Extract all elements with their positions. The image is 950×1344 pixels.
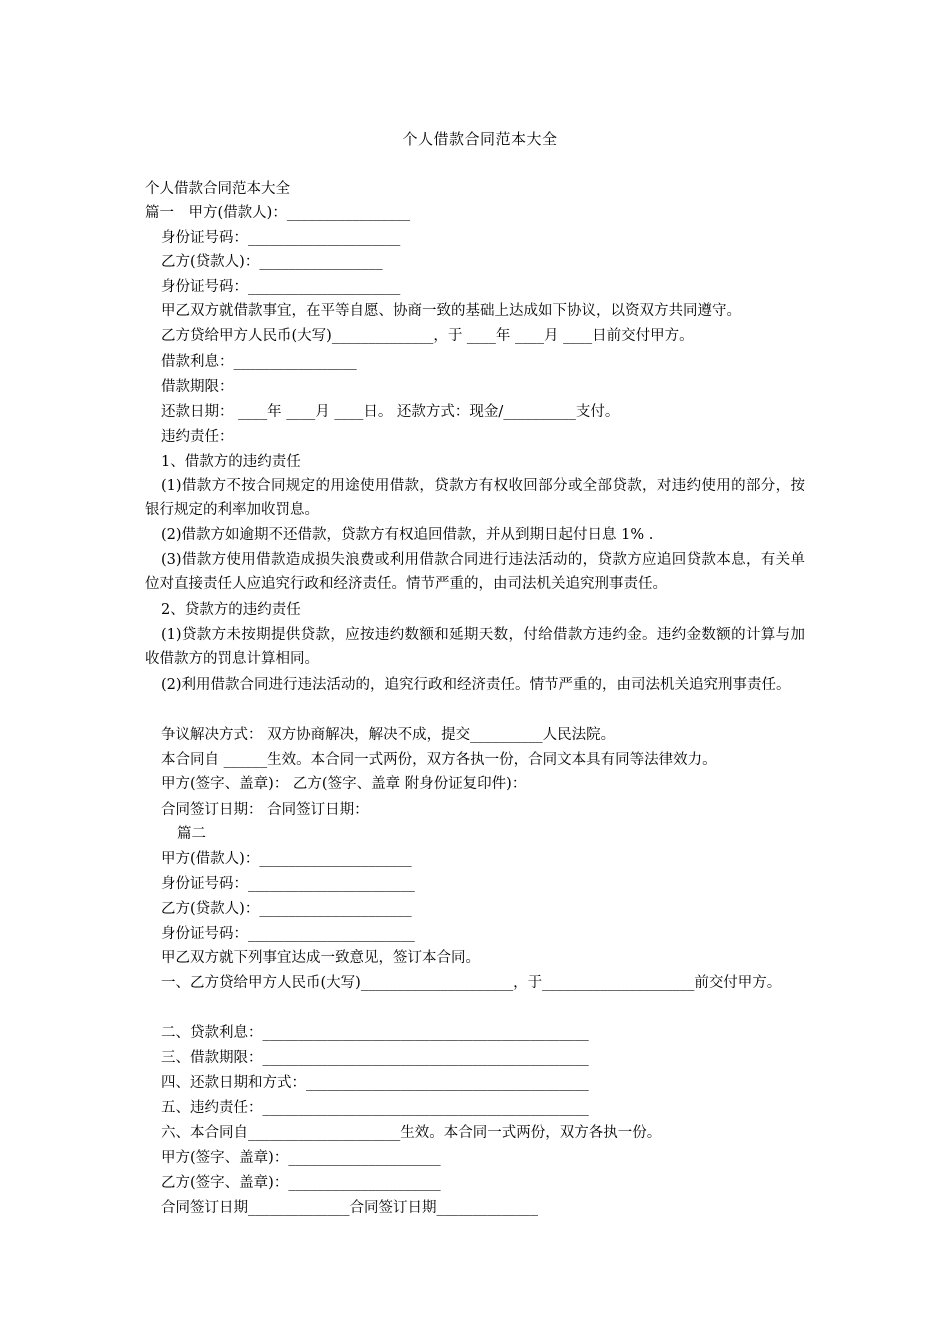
s2-party-a-line: 甲方(借款人)：_____________________ [161, 851, 412, 867]
s2-clause-2: 二、贷款利息：_____________________________________________ [161, 1025, 589, 1041]
s2-clause-1: 一、乙方贷给甲方人民币(大写)_____________________，于_____________________前交付甲方。 [161, 975, 782, 991]
s2-party-a-signature: 甲方(签字、盖章)：_____________________ [161, 1150, 441, 1166]
lender-liability-heading: 2、贷款方的违约责任 [161, 602, 301, 618]
s2-sign-date-line: 合同签订日期______________合同签订日期______________ [161, 1200, 538, 1216]
loan-amount-line: 乙方贷给甲方人民币(大写)______________，于 ____年 ____月 ____日前交付甲方。 [161, 328, 694, 344]
lender-liability-2: (2)利用借款合同进行违法活动的，追究行政和经济责任。情节严重的，由司法机关追究刑事责任。 [161, 677, 791, 693]
s2-party-a-id-line: 身份证号码：_______________________ [161, 876, 415, 892]
dispute-resolution-line: 争议解决方式： 双方协商解决，解决不成，提交__________人民法院。 [161, 727, 616, 743]
borrower-liability-1: (1)借款方不按合同规定的用途使用借款，贷款方有权收回部分或全部贷款，对违约使用的部分，按银行规定的利率加收罚息。 [145, 478, 805, 518]
repayment-line: 还款日期： ____年 ____月 ____日。 还款方式：现金/__________支付。 [161, 404, 620, 420]
s2-clause-6: 六、本合同自_____________________生效。本合同一式两份，双方各执一份。 [161, 1125, 662, 1141]
section-2-heading: 篇二 [177, 826, 206, 842]
borrower-liability-3: (3)借款方使用借款造成损失浪费或利用借款合同进行违法活动的，贷款方应追回贷款本息，有关单位对直接责任人应追究行政和经济责任。情节严重的，由司法机关追究刑事责任。 [145, 552, 805, 592]
agreement-intro: 甲乙双方就借款事宜，在平等自愿、协商一致的基础上达成如下协议，以资双方共同遵守。 [161, 303, 741, 319]
s2-clause-3: 三、借款期限：_____________________________________________ [161, 1050, 589, 1066]
document-title: 个人借款合同范本大全 [402, 130, 558, 148]
effective-line: 本合同自 ______生效。本合同一式两份，双方各执一份，合同文本具有同等法律效力。 [161, 752, 717, 768]
signature-line: 甲方(签字、盖章)： 乙方(签字、盖章 附身份证复印件)： [161, 776, 527, 792]
doc-heading: 个人借款合同范本大全 [145, 181, 290, 197]
party-a-id-line: 身份证号码：_____________________ [161, 230, 401, 246]
borrower-liability-heading: 1、借款方的违约责任 [161, 454, 301, 470]
s2-party-b-id-line: 身份证号码：_______________________ [161, 926, 415, 942]
party-b-line: 乙方(贷款人)：_________________ [161, 254, 383, 270]
s2-clause-5: 五、违约责任：_____________________________________________ [161, 1100, 589, 1116]
party-a-line: 篇一 甲方(借款人)：_________________ [145, 205, 411, 221]
liability-heading: 违约责任： [161, 429, 234, 445]
s2-party-b-signature: 乙方(签字、盖章)：_____________________ [161, 1175, 441, 1191]
s2-party-b-line: 乙方(贷款人)：_____________________ [161, 901, 412, 917]
borrower-liability-2: (2)借款方如逾期不还借款，贷款方有权追回借款，并从到期日起付日息 1% . [161, 527, 654, 543]
lender-liability-1: (1)贷款方未按期提供贷款，应按违约数额和延期天数，付给借款方违约金。违约金数额的计算与加收借款方的罚息计算相同。 [145, 627, 805, 667]
party-b-id-line: 身份证号码：_____________________ [161, 279, 401, 295]
s2-intro: 甲乙双方就下列事宜达成一致意见，签订本合同。 [161, 950, 480, 966]
sign-date-line: 合同签订日期： 合同签订日期： [161, 802, 369, 818]
interest-line: 借款利息：_________________ [161, 354, 357, 370]
term-line: 借款期限： [161, 379, 234, 395]
s2-clause-4: 四、还款日期和方式：_______________________________________ [161, 1075, 589, 1091]
